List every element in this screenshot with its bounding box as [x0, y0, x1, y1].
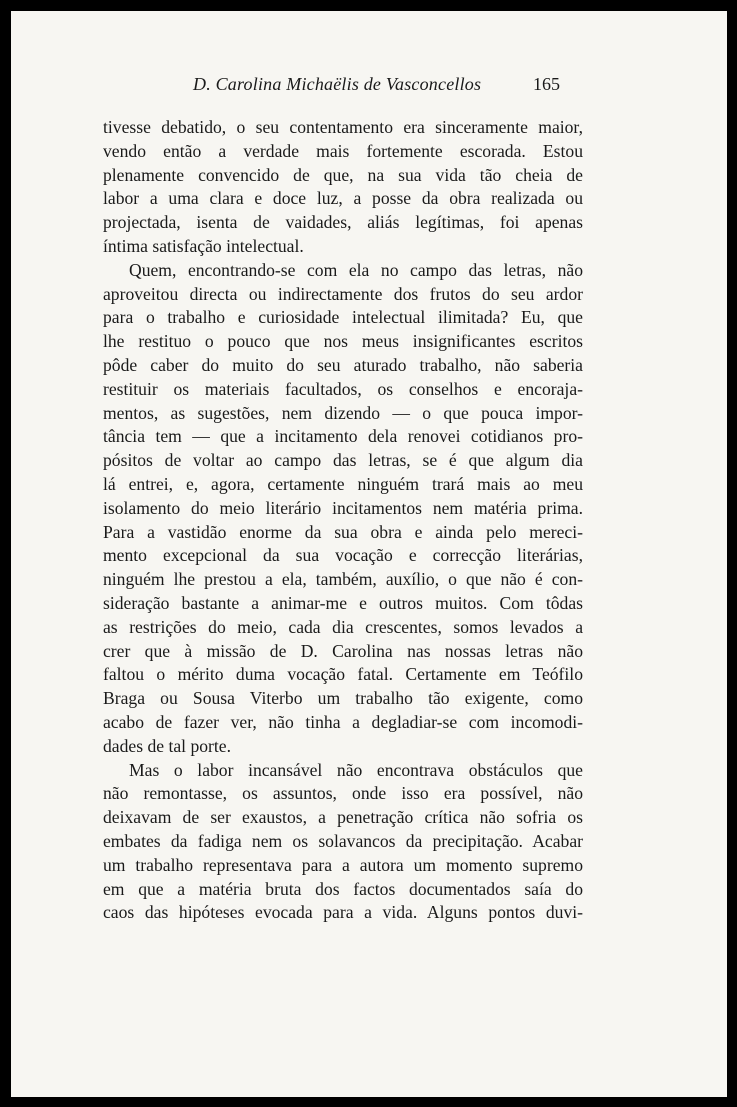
text-line: lá entrei, e, agora, certamente ninguém trará mais ao meu — [103, 473, 583, 494]
text-line: tância tem — que a incitamento dela renovei cotidianos pro- — [103, 426, 583, 447]
text-line: tivesse debatido, o seu contentamento era sinceramente maior, — [103, 117, 583, 137]
body-text — [103, 116, 583, 925]
text-line: mento excepcional da sua vocação e correcção literárias, — [103, 545, 583, 566]
text-line: Quem, encontrando-se com ela no campo das letras, não — [129, 259, 583, 280]
text-line: restituir os materiais facultados, os conselhos e encoraja- — [103, 378, 583, 399]
page-number: 165 — [533, 74, 560, 94]
text-line: as restrições do meio, cada dia crescentes, somos levados a — [103, 616, 583, 637]
text-line: ninguém lhe prestou a ela, também, auxílio, o que não é con- — [103, 569, 583, 590]
text-line: isolamento do meio literário incitamentos nem matéria prima. — [103, 497, 583, 518]
text-line: Para a vastidão enorme da sua obra e ainda pelo mereci- — [103, 521, 583, 542]
text-line: pósitos de voltar ao campo das letras, se é que algum dia — [103, 450, 583, 471]
text-line: acabo de fazer ver, não tinha a degladiar-se com incomodi- — [103, 711, 583, 732]
text-line: Braga ou Sousa Viterbo um trabalho tão exigente, como — [103, 688, 583, 709]
text-line: embates da fadiga nem os solavancos da precipitação. Acabar — [103, 830, 583, 851]
text-line: pôde caber do muito do seu aturado trabalho, não saberia — [103, 354, 583, 375]
text-line: íntima satisfação intelectual. — [103, 235, 304, 256]
book-page — [11, 11, 727, 1097]
text-line: crer que à missão de D. Carolina nas nossas letras não — [103, 640, 583, 661]
text-line: vendo então a verdade mais fortemente escorada. Estou — [103, 140, 583, 161]
text-line: aproveitou directa ou indirectamente dos frutos do seu ardor — [103, 283, 583, 304]
text-line: para o trabalho e curiosidade intelectual ilimitada? Eu, que — [103, 307, 583, 328]
text-line: sideração bastante a animar-me e outros muitos. Com tôdas — [103, 592, 583, 613]
text-line: em que a matéria bruta dos factos documentados saía do — [103, 878, 583, 899]
text-line: labor a uma clara e doce luz, a posse da obra realizada ou — [103, 188, 583, 209]
text-line: mentos, as sugestões, nem dizendo — o que pouca impor- — [103, 402, 583, 423]
text-line: Mas o labor incansável não encontrava obstáculos que — [129, 759, 583, 780]
text-line: projectada, isenta de vaidades, aliás legítimas, foi apenas — [103, 212, 583, 233]
text-line: não remontasse, os assuntos, onde isso era possível, não — [103, 783, 583, 804]
text-line: lhe restituo o pouco que nos meus insignificantes escritos — [103, 331, 583, 352]
page-header — [11, 74, 727, 104]
text-line: dades de tal porte. — [103, 735, 231, 756]
text-line: plenamente convencido de que, na sua vida tão cheia de — [103, 164, 583, 185]
running-title: D. Carolina Michaëlis de Vasconcellos — [193, 74, 482, 94]
text-line: faltou o mérito duma vocação fatal. Certamente em Teófilo — [103, 664, 583, 685]
text-line: um trabalho representava para a autora um momento supremo — [103, 854, 583, 875]
text-line: deixavam de ser exaustos, a penetração crítica não sofria os — [103, 807, 583, 828]
text-line: caos das hipóteses evocada para a vida. Alguns pontos duvi- — [103, 902, 583, 923]
